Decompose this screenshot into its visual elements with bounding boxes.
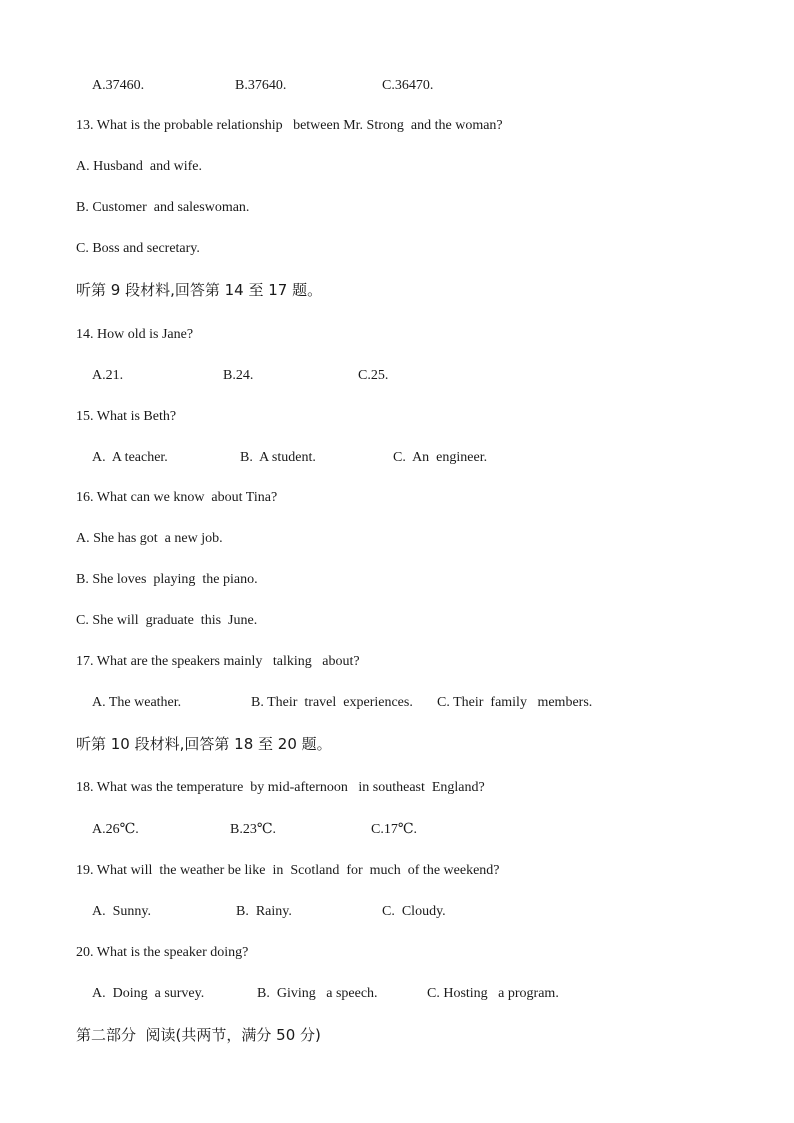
- q17-option-a: A. The weather.: [92, 695, 182, 710]
- q15-option-a: A. A teacher.: [92, 450, 168, 465]
- q16-question: 16. What can we know about Tina?: [76, 490, 278, 505]
- part-2-heading: 第二部分 阅读(共两节，满分 50 分): [76, 1026, 321, 1044]
- q17-option-b: B. Their travel experiences.: [251, 695, 413, 710]
- q16-option-a: A. She has got a new job.: [76, 531, 223, 546]
- q20-option-a: A. Doing a survey.: [92, 986, 205, 1001]
- q14-option-a: A.21.: [92, 368, 124, 383]
- q15-option-b: B. A student.: [240, 450, 316, 465]
- q13-option-c: C. Boss and secretary.: [76, 241, 200, 256]
- q18-option-c: C.17℃.: [371, 822, 417, 837]
- q19-option-c: C. Cloudy.: [382, 904, 446, 919]
- q14-option-c: C.25.: [358, 368, 389, 383]
- q18-option-a: A.26℃.: [92, 822, 139, 837]
- q15-question: 15. What is Beth?: [76, 409, 177, 424]
- q20-option-b: B. Giving a speech.: [257, 986, 378, 1001]
- q18-question: 18. What was the temperature by mid-afternoon in southeast England?: [76, 780, 485, 795]
- q12-option-c: C.36470.: [382, 78, 434, 93]
- q14-option-b: B.24.: [223, 368, 254, 383]
- q20-question: 20. What is the speaker doing?: [76, 945, 249, 960]
- q18-option-b: B.23℃.: [230, 822, 276, 837]
- q17-question: 17. What are the speakers mainly talking about?: [76, 654, 360, 669]
- q17-option-c: C. Their family members.: [437, 695, 593, 710]
- q19-option-a: A. Sunny.: [92, 904, 151, 919]
- q13-option-b: B. Customer and saleswoman.: [76, 200, 250, 215]
- q12-option-a: A.37460.: [92, 78, 145, 93]
- section-9-heading: 听第 9 段材料,回答第 14 至 17 题。: [76, 281, 323, 299]
- q15-option-c: C. An engineer.: [393, 450, 488, 465]
- q20-option-c: C. Hosting a program.: [427, 986, 559, 1001]
- q19-option-b: B. Rainy.: [236, 904, 292, 919]
- q16-option-b: B. She loves playing the piano.: [76, 572, 258, 587]
- q14-question: 14. How old is Jane?: [76, 327, 194, 342]
- q13-question: 13. What is the probable relationship between Mr. Strong and the woman?: [76, 118, 503, 133]
- q13-option-a: A. Husband and wife.: [76, 159, 202, 174]
- q16-option-c: C. She will graduate this June.: [76, 613, 258, 628]
- q19-question: 19. What will the weather be like in Scotland for much of the weekend?: [76, 863, 500, 878]
- section-10-heading: 听第 10 段材料,回答第 18 至 20 题。: [76, 735, 332, 753]
- q12-option-b: B.37640.: [235, 78, 287, 93]
